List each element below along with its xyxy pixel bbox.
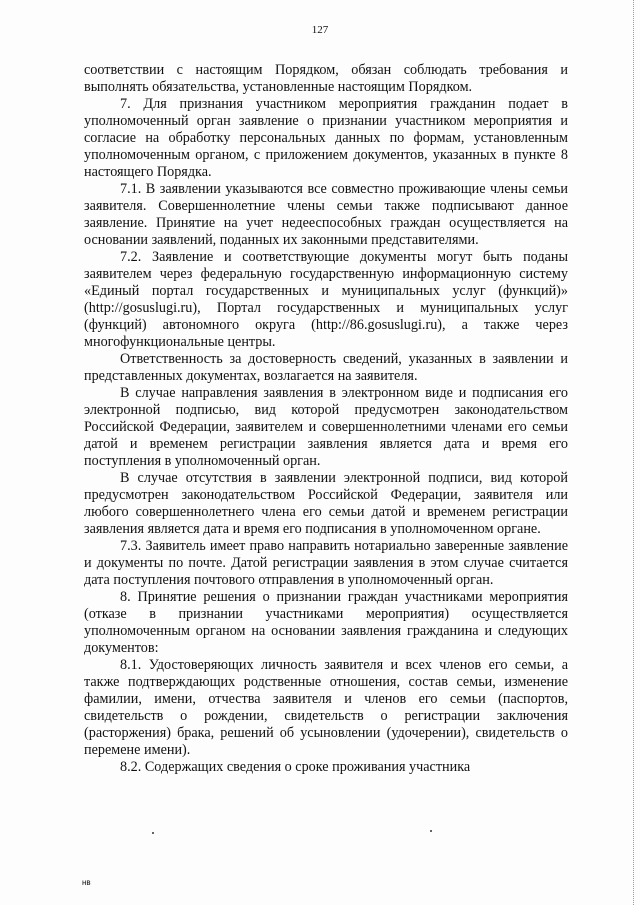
paragraph: 7. Для признания участником мероприятия гражданин подает в уполномоченный орган заявление о признании участником мероприятия и согласие на обработку персональных данных по формам, установленным уполномоченным органом, с приложением документов, указанных в пункте 8 настоящего Порядка. [84,96,568,180]
paragraph: Ответственность за достоверность сведений, указанных в заявлении и представленных документах, возлагается на заявителя. [84,351,568,384]
scan-edge [633,0,636,905]
page-number: 127 [311,24,329,36]
document-body [84,62,568,776]
scan-speck [152,832,154,834]
paragraph: 8.1. Удостоверяющих личность заявителя и всех членов его семьи, а также подтверждающих родственные отношения, состав семьи, изменение фамилии, имени, отчества заявителя и членов его семьи (паспортов, свидетельств о рождении, свидетельств о регистрации заключения (расторжения) брака, решений об усыновлении (удочерении), свидетельств о перемене имени). [84,657,568,758]
paragraph: 7.2. Заявление и соответствующие документы могут быть поданы заявителем через федеральную государственную информационную систему «Единый портал государственных и муниципальных услуг (функций)» (http://gosuslugi.ru), Портал государственных и муниципальных услуг (функций) автономного округа (http://86.gosuslugi.ru), а также через многофункциональные центры. [84,249,568,350]
paragraph: В случае направления заявления в электронном виде и подписания его электронной подписью, вид которой предусмотрен законодательством Российской Федерации, заявителем и совершеннолетними членами его семьи датой и временем регистрации заявления является дата и время его поступления в уполномоченный орган. [84,385,568,469]
paragraph: В случае отсутствия в заявлении электронной подписи, вид которой предусмотрен законодательством Российской Федерации, заявителя или любого совершеннолетнего члена его семьи датой и временем регистрации заявления является дата и время его подписания в уполномоченном органе. [84,470,568,537]
footer-mark: нв [82,878,91,887]
paragraph: 8.2. Содержащих сведения о сроке проживания участника [120,759,471,775]
paragraph: 7.1. В заявлении указываются все совместно проживающие члены семьи заявителя. Совершеннолетние члены семьи также подписывают данное заявление. Принятие на учет недееспособных граждан осуществляется на основании заявлений, поданных их законными представителями. [84,181,568,248]
paragraph: 7.3. Заявитель имеет право направить нотариально заверенные заявление и документы по почте. Датой регистрации заявления в этом случае считается дата поступления почтового отправления в уполномоченный орган. [84,538,568,588]
paragraph: 8. Принятие решения о признании граждан участниками мероприятия (отказе в признании участниками мероприятия) осуществляется уполномоченным органом на основании заявления гражданина и следующих документов: [84,589,568,656]
paragraph: соответствии с настоящим Порядком, обязан соблюдать требования и выполнять обязательства, установленные настоящим Порядком. [84,62,568,95]
scan-speck [430,830,432,832]
